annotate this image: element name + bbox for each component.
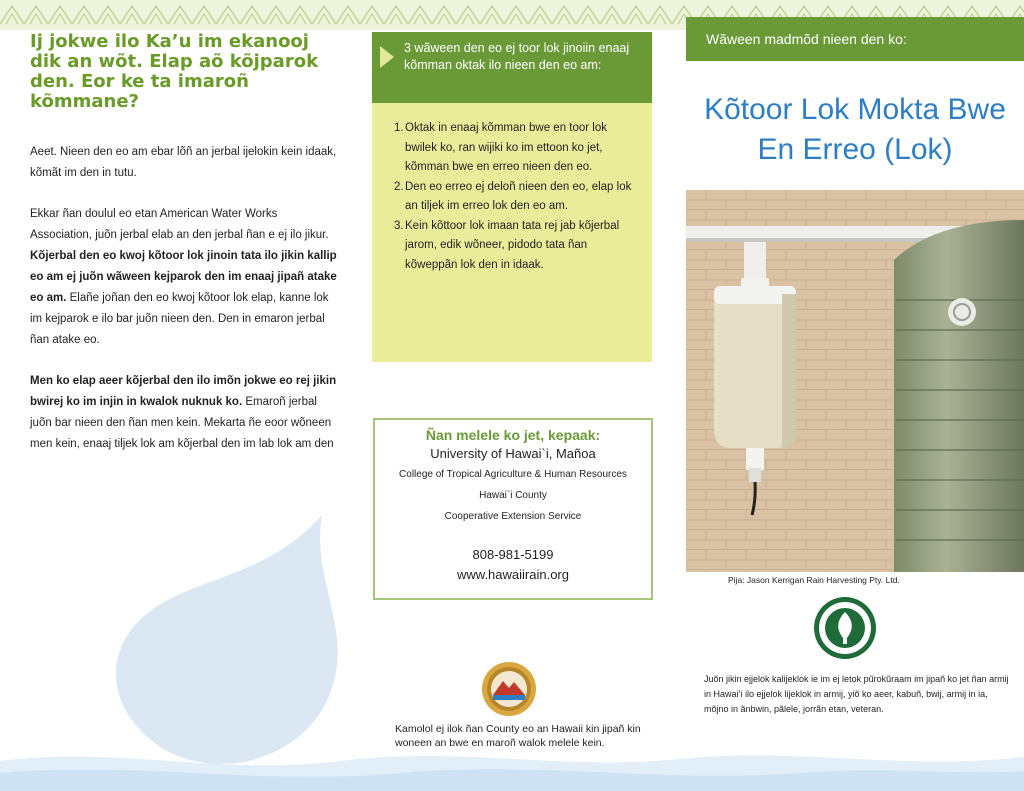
steps-list — [372, 103, 652, 275]
phone-number[interactable]: 808-981-5199 — [472, 547, 554, 562]
list-item — [394, 119, 634, 178]
right-header-bar: Wãween madmõd nieen den ko: — [686, 17, 1024, 61]
county-name: Hawai`i County — [479, 490, 547, 501]
paragraph-emphasis: Kõjerbal den eo kwoj kõtoor lok jinoin tata ilo jikin kallip eo am ej juõn wãween kejparok den im enaaj jipañ atake eo am. — [30, 250, 337, 304]
university-name: University of Hawai`i, Mañoa — [430, 446, 596, 461]
intro-paragraph: Aeet. Nieen den eo am ebar lõñ an jerbal ijelokin kein idaak, kõmãt im den in tutu. — [30, 146, 337, 179]
paragraph-text: Emaroñ jerbal juõn bar nieen den ñan men kein. Mekarta ñe eoor wõneen men kein, enaaj tiljek lok am kõjerbal den im lab lok am den — [30, 396, 334, 450]
paragraph-text: Ekkar ñan doulul eo etan American Water Works Association, juõn jerbal elab an den jerbal ñan e ej ilo jikur. — [30, 208, 329, 241]
university-seal-logo — [813, 596, 877, 660]
water-association-paragraph — [30, 204, 340, 351]
extension-service: Cooperative Extension Service — [444, 511, 582, 522]
left-heading: Ij jokwe ilo Ka’u im ekanooj dik an wõt. Elap aõ kõjparok den. Eor ke ta imaroñ kõmmane? — [30, 31, 319, 112]
step-number: 1. — [394, 122, 404, 134]
county-acknowledgement: Kamolol ej ilok ñan County eo an Hawaii kin jipañ kin woneen an bwe en maroñ walok melele kein. — [395, 723, 641, 749]
steps-box — [372, 32, 652, 362]
county-seal-logo — [481, 661, 537, 717]
left-panel — [30, 32, 340, 455]
step-number: 3. — [394, 219, 404, 232]
step-text: Oktak in enaaj kõmman bwe en toor lok bwilek ko, ran wijiki ko im ettoon ko jet, kõmman bwe en erreo nieen den eo. — [405, 122, 607, 173]
contact-title: Ñan melele ko jet, kepaak: — [425, 427, 601, 443]
arrow-icon — [380, 46, 394, 68]
college-name: College of Tropical Agriculture & Human Resources — [399, 469, 627, 480]
paragraph-text: Elañe joñan den eo kwoj kõtoor lok elap, kanne lok im kejparok e ilo bar juõn nieen den. Den in emaron jerbal ñan atake eo. — [30, 292, 329, 346]
steps-heading: 3 wãween den eo ej toor lok jinoiin enaaj kõmman oktak ilo nieen den eo am: — [404, 41, 630, 72]
nondiscrimination-paragraph: Juõn jikin ejjelok kalijeklok ie im ej letok pũrokũraam im jipañ ko jet ñan armij in Hawai‘i ilo ejjelok lijeklok in armij, yiõ ko aeer, kabuñ, bwij, armij in ia, mõjno in ãnbwin, pãlele, jorrãn etan, veteran. — [704, 674, 1009, 714]
website-link[interactable]: www.hawaiirain.org — [457, 567, 569, 582]
list-item — [394, 178, 634, 217]
photo-caption: Pija: Jason Kerrigan Rain Harvesting Pty. Ltd. — [728, 575, 900, 585]
brochure-title: Kõtoor Lok Mokta Bwe En Erreo (Lok) — [704, 93, 1006, 166]
paragraph-emphasis: Men ko elap aeer kõjerbal den ilo imõn jokwe eo rej jikin bwirej ko im injin in kwalok nuknuk ko. — [30, 375, 337, 408]
step-text: Kein kõttoor lok imaan tata rej jab kõjerbal jarom, edik wõneer, pidodo tata ñan kõweppãn lok den in idaak. — [405, 219, 620, 271]
filter-photo — [686, 190, 1024, 572]
list-item — [394, 217, 634, 276]
step-text: Den eo erreo ej deloñ nieen den eo, elap lok an tiljek im erreo lok den eo am. — [405, 180, 632, 212]
step-number: 2. — [394, 180, 404, 193]
steps-header — [372, 32, 652, 103]
household-use-paragraph — [30, 371, 340, 455]
contact-box — [373, 418, 653, 600]
